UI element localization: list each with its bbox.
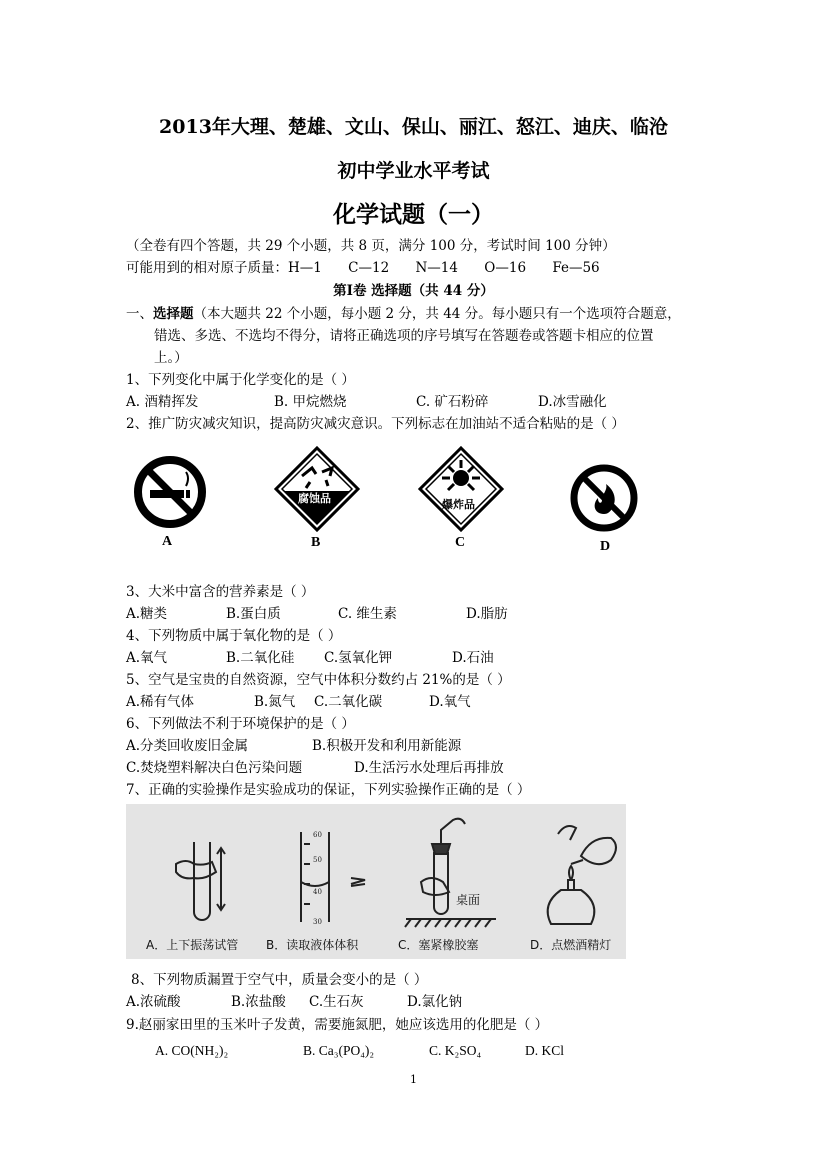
desk-label: 桌面 [456,893,481,907]
question-6-options-row2 [126,756,504,776]
question-8-stem: 8、下列物质漏置于空气中，质量会变小的是（ ） [131,972,428,988]
q6-option-a: A.分类回收废旧金属 [126,738,249,754]
mass-h: 可能用到的相对原子质量：H—1 [126,260,322,276]
sign-d-label: D [600,539,611,554]
q4-option-d: D.石油 [452,650,494,666]
question-8-options [126,990,462,1010]
q1-option-c: C. 矿石粉碎 [416,394,489,410]
question-1-stem: 1、下列变化中属于化学变化的是（ ） [126,372,355,388]
q5-option-d: D.氧气 [429,694,471,710]
q5-option-a: A.稀有气体 [126,694,195,710]
q9-option-a: A. CO(NH₂)₂ [155,1043,229,1058]
q8-option-b: B.浓盐酸 [231,994,286,1010]
q6-option-c: C.焚烧塑料解决白色污染问题 [126,760,303,776]
paper-title: 化学试题（一） [333,201,494,228]
mass-o: O—16 [484,260,527,276]
sign-a-no-smoking [130,452,210,562]
question-5-options [126,690,471,710]
explosive-diamond-icon [418,446,504,532]
q6-option-d: D.生活污水处理后再排放 [354,760,504,776]
q4-option-c: C.氢氧化钾 [324,650,393,666]
question-2-stem: 2、推广防灾减灾知识，提高防灾减灾意识。下列标志在加油站不适合粘贴的是（ ） [126,416,625,432]
q3-option-a: A.糖类 [126,606,168,622]
q3-option-d: D.脂肪 [466,606,508,622]
q5-option-c: C.二氧化碳 [314,694,383,710]
atomic-masses [126,256,600,276]
q8-option-d: D.氯化钠 [407,994,463,1010]
q8-option-c: C.生石灰 [309,994,364,1010]
q5-option-b: B.氮气 [254,694,296,710]
sign-c-explosive [418,446,504,556]
caption-b: B．读取液体体积 [266,938,359,952]
intro-prefix: 一、 [126,306,153,322]
caption-d: D．点燃酒精灯 [530,938,612,952]
exam-note: （全卷有四个答题，共 29 个小题，共 8 页，满分 100 分，考试时间 100 分钟） [126,238,616,254]
page-number: 1 [410,1073,417,1086]
corrosive-diamond-icon [274,446,360,532]
question-3-options [126,602,508,622]
sign-b-label: B [311,535,321,550]
intro-text: （本大题共 22 个小题，每小题 2 分，共 44 分。每小题只有一个选项符合题意， [193,306,681,322]
q9-option-c: C. K₂SO₄ [429,1043,482,1058]
tick-60: 60 [313,831,322,839]
sign-c-label: C [455,535,466,550]
q1-option-a: A. 酒精挥发 [126,394,199,410]
q9-option-d: D. KCl [525,1043,565,1058]
sign-d-no-fire [566,460,646,560]
mass-c: C—12 [348,260,390,276]
tick-50: 50 [313,856,322,864]
caption-c: C．塞紧橡胶塞 [398,938,479,952]
sign-c-text: 爆炸品 [442,498,475,511]
caption-a: A．上下振荡试管 [146,938,239,952]
q4-option-a: A.氧气 [126,650,168,666]
question-6-stem: 6、下列做法不利于环境保护的是（ ） [126,716,355,732]
section-title: 第Ⅰ卷 选择题（共 44 分） [333,283,494,299]
mass-n: N—14 [415,260,458,276]
exam-level-title: 初中学业水平考试 [337,160,490,182]
exam-region-title: 2013年大理、楚雄、文山、保山、丽江、怒江、迪庆、临沧 [159,116,668,138]
q3-option-c: C. 维生素 [338,606,397,622]
question-4-stem: 4、下列物质中属于氧化物的是（ ） [126,628,342,644]
sign-b-corrosive [274,446,360,556]
question-9-options [155,1043,564,1059]
q6-option-b: B.积极开发和利用新能源 [312,738,462,754]
mass-fe: Fe—56 [552,260,600,276]
question-9-stem: 9.赵丽家田里的玉米叶子发黄，需要施氮肥，她应该选用的化肥是（ ） [126,1017,549,1033]
no-fire-icon [566,460,642,536]
q4-option-b: B.二氧化硅 [226,650,295,666]
question-6-options-row1 [126,734,461,754]
q3-option-b: B.蛋白质 [226,606,281,622]
sign-a-label: A [162,534,173,549]
question-5-stem: 5、空气是宝贵的自然资源，空气中体积分数约占 21%的是（ ） [126,672,511,688]
question-1-options [126,390,607,410]
tick-30: 30 [313,918,322,926]
lab-operations-photo [126,804,626,959]
intro-bold: 选择题 [153,306,194,322]
q1-option-d: D.冰雪融化 [538,394,607,410]
question-4-options [126,646,494,666]
no-smoking-icon [130,452,210,532]
question-7-stem: 7、正确的实验操作是实验成功的保证，下列实验操作正确的是（ ） [126,782,531,798]
q8-option-a: A.浓硫酸 [126,994,181,1010]
q1-option-b: B. 甲烷燃烧 [274,394,347,410]
sign-b-text: 腐蚀品 [298,492,331,505]
q9-option-b: B. Ca₃(PO₄)₂ [303,1043,375,1058]
section-intro-line3: 上。） [154,350,188,366]
tick-40: 40 [313,888,322,896]
section-intro-line1 [126,302,681,322]
question-3-stem: 3、大米中富含的营养素是（ ） [126,584,315,600]
section-intro-line2: 错选、多选、不选均不得分，请将正确选项的序号填写在答题卷或答题卡相应的位置 [154,328,654,344]
